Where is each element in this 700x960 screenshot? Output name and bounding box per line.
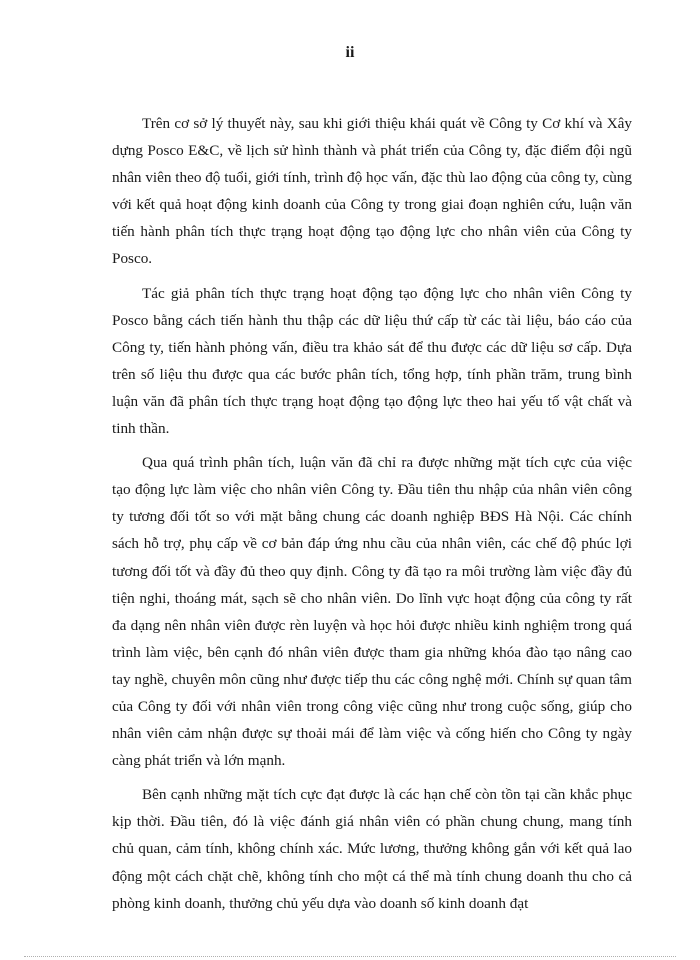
body-text <box>112 110 632 924</box>
page-bottom-divider <box>24 956 676 957</box>
page-number: ii <box>345 44 355 61</box>
paragraph-1: Trên cơ sở lý thuyết này, sau khi giới thiệu khái quát về Công ty Cơ khí và Xây dựng Posco E&C, về lịch sử hình thành và phát triển của Công ty, đặc điểm đội ngũ nhân viên theo độ tuổi, giới tính, trình độ học vấn, đặc thù lao động của công ty, cùng với kết quả hoạt động kinh doanh của Công ty trong giai đoạn nghiên cứu, luận văn tiến hành phân tích thực trạng hoạt động tạo động lực cho nhân viên của Công ty Posco. <box>112 115 632 268</box>
paragraph-4: Bên cạnh những mặt tích cực đạt được là các hạn chế còn tồn tại cần khắc phục kịp thời. Đầu tiên, đó là việc đánh giá nhân viên có phần chung chung, mang tính chủ quan, cảm tính, không chính xác. Mức lương, thưởng không gắn với kết quả lao động một cách chặt chẽ, không tính cho một cá thể mà tính chung doanh thu cho cả phòng kinh doanh, thưởng chủ yếu dựa vào doanh số kinh doanh đạt <box>112 786 632 912</box>
paragraph-2: Tác giả phân tích thực trạng hoạt động tạo động lực cho nhân viên Công ty Posco bằng cách tiến hành thu thập các dữ liệu thứ cấp từ các tài liệu, báo cáo của Công ty, tiến hành phỏng vấn, điều tra khảo sát để thu được các dữ liệu sơ cấp. Dựa trên số liệu thu được qua các bước phân tích, tổng hợp, tính phần trăm, trung bình luận văn đã phân tích thực trạng hoạt động tạo động lực theo hai yếu tố vật chất và tinh thần. <box>112 284 632 438</box>
paragraph-3: Qua quá trình phân tích, luận văn đã chỉ ra được những mặt tích cực của việc tạo động lực làm việc cho nhân viên Công ty. Đầu tiên thu nhập của nhân viên công ty tương đối tốt so với mặt bằng chung các doanh nghiệp BĐS Hà Nội. Các chính sách hỗ trợ, phụ cấp về cơ bản đáp ứng nhu cầu của nhân viên, các chế độ phúc lợi tương đối tốt và đầy đủ theo quy định. Công ty đã tạo ra môi trường làm việc đầy đủ tiện nghi, thoáng mát, sạch sẽ cho nhân viên. Do lĩnh vực hoạt động của công ty rất đa dạng nên nhân viên được rèn luyện và học hỏi được nhiều kinh nghiệm trong quá trình làm việc, bên cạnh đó nhân viên được tham gia những khóa đào tạo nâng cao tay nghề, chuyên môn cũng như được tiếp thu các công nghệ mới. Chính sự quan tâm của Công ty đối với nhân viên trong công việc cũng như trong cuộc sống, giúp cho nhân viên cảm nhận được sự thoải mái để làm việc và cống hiến cho Công ty ngày càng phát triển và lớn mạnh. <box>112 454 632 770</box>
